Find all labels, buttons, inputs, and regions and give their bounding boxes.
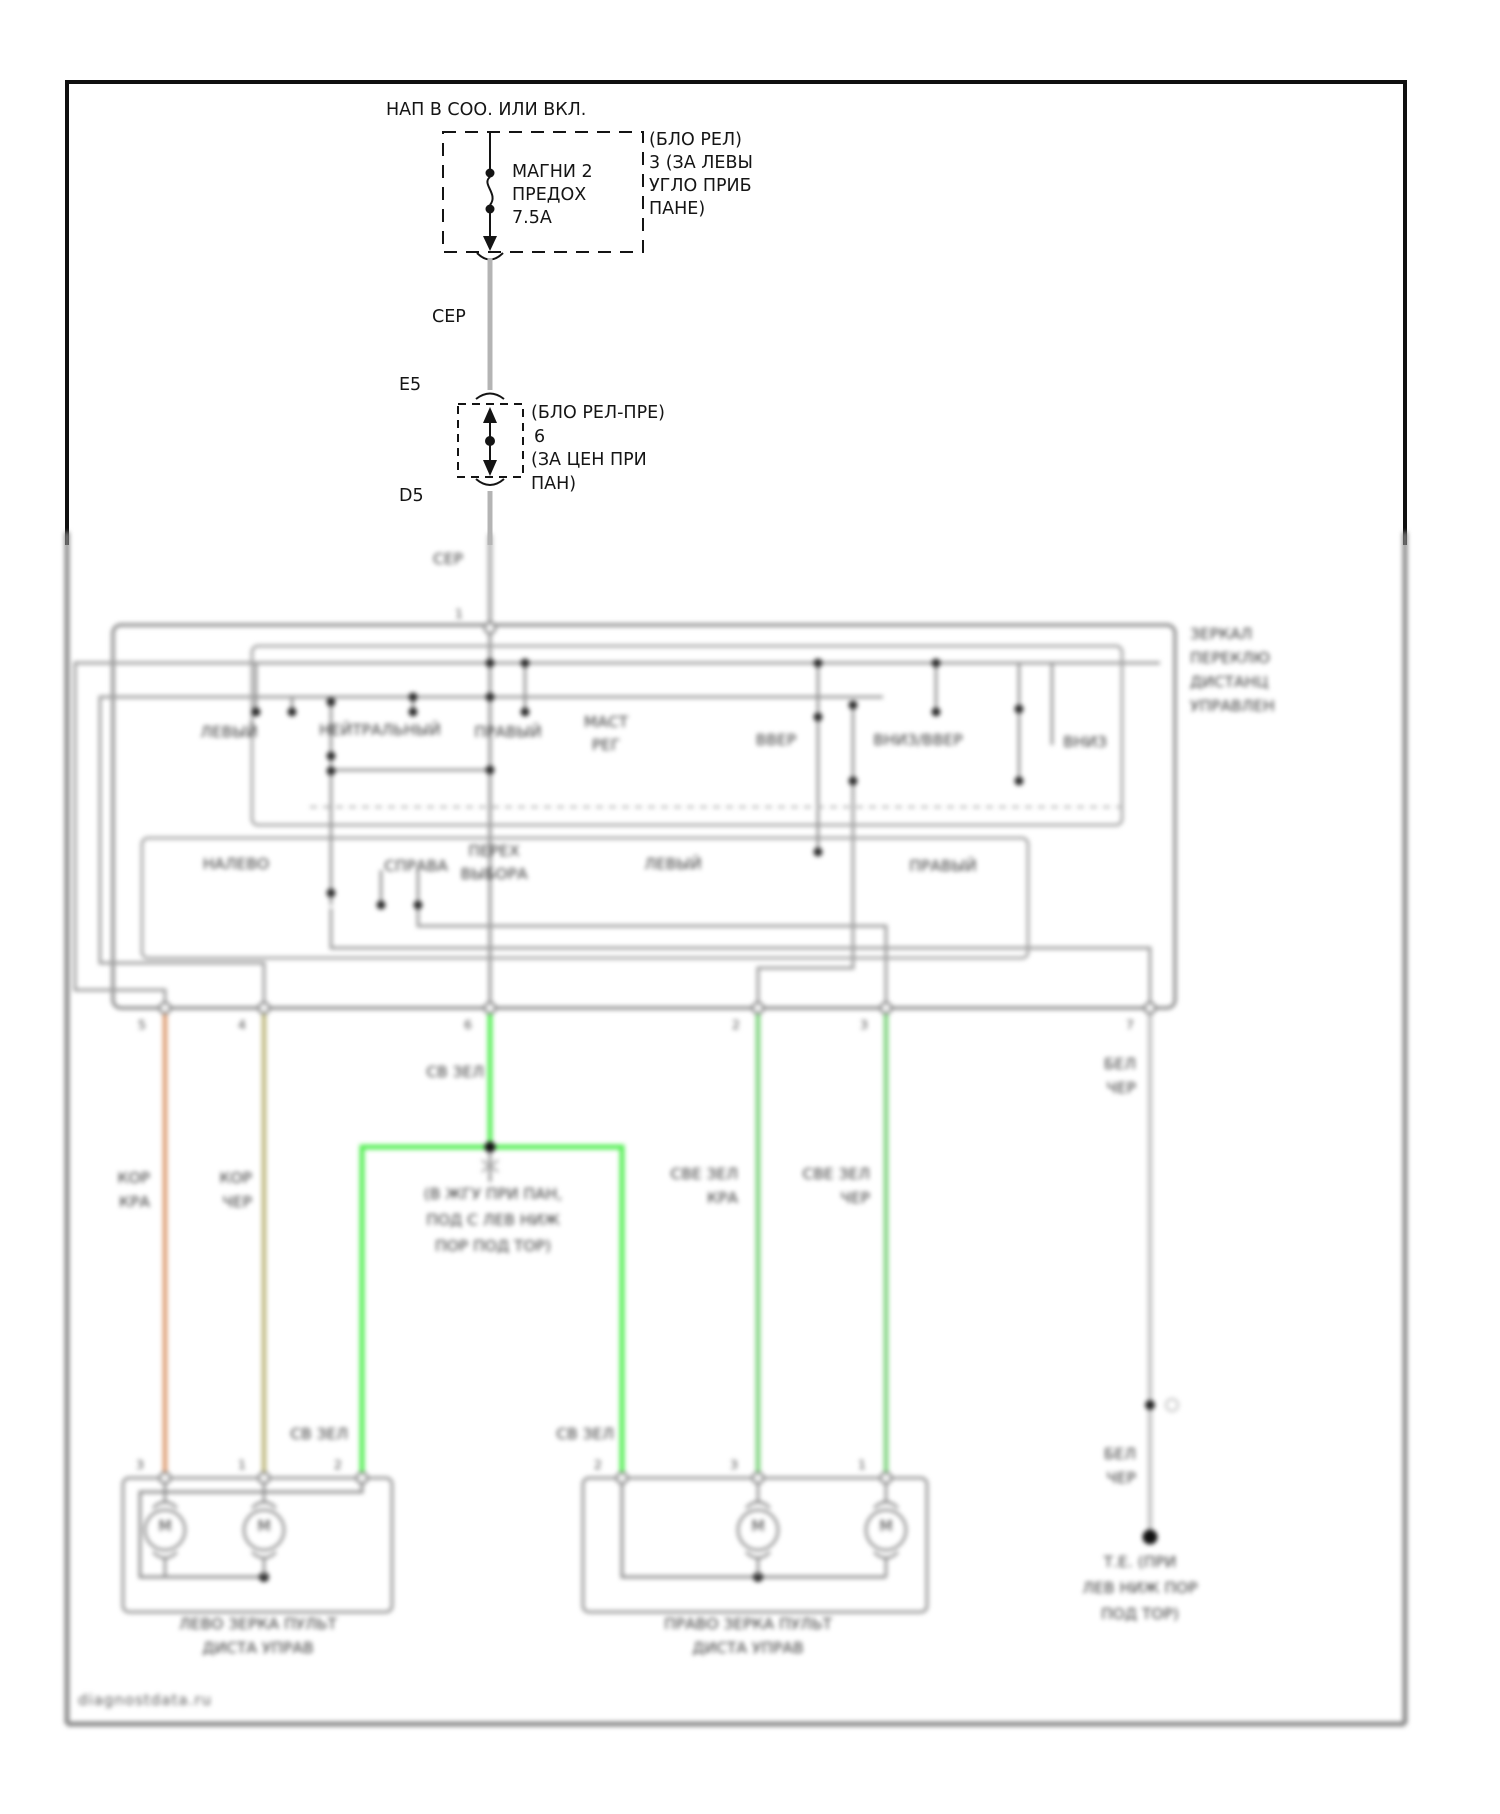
fuse-name-line: МАГНИ 2 bbox=[512, 162, 593, 182]
supply-label: НАП В СОО. ИЛИ ВКЛ. bbox=[386, 100, 587, 120]
switch-position-label: ПРАВЫЙ bbox=[474, 723, 542, 741]
pin-number: 6 bbox=[464, 1017, 472, 1032]
fuse-location-note: ПАНЕ) bbox=[649, 199, 706, 219]
switch-box-title: ПЕРЕКЛЮ bbox=[1190, 649, 1270, 667]
wire-color-label: ЧЕР bbox=[1106, 1079, 1136, 1097]
switch-position-label: ЛЕВЫЙ bbox=[200, 723, 258, 741]
pin-number: 3 bbox=[730, 1457, 738, 1472]
pin-number: 2 bbox=[732, 1017, 740, 1032]
motor-label: М bbox=[158, 1517, 172, 1535]
pin-number: 1 bbox=[858, 1457, 866, 1472]
pin-number: 7 bbox=[1126, 1017, 1134, 1032]
motor-label: М bbox=[257, 1517, 271, 1535]
ground-note: Т.Е. (ПРИ bbox=[1103, 1553, 1177, 1571]
fuse-rating-label: 7.5А bbox=[512, 208, 552, 228]
watermark: diagnostdata.ru bbox=[78, 1691, 213, 1709]
switch-box-title: УПРАВЛЕН bbox=[1190, 697, 1275, 715]
switch-position-label: МАСТ bbox=[583, 713, 629, 731]
wire-color-label: СВ ЗЕЛ bbox=[426, 1063, 484, 1081]
wire-color-label: БЕЛ bbox=[1103, 1445, 1136, 1463]
wire-color-label: СВЕ ЗЕЛ bbox=[670, 1165, 738, 1183]
pin-number: 5 bbox=[138, 1017, 146, 1032]
pin-number: 1 bbox=[238, 1457, 246, 1472]
wire-color-label: СВЕ ЗЕЛ bbox=[802, 1165, 870, 1183]
wire-color-label: БЕЛ bbox=[1103, 1055, 1136, 1073]
ground-note: ЛЕВ НИЖ ПОР bbox=[1082, 1579, 1198, 1597]
switch-position-label: ВВЕР bbox=[755, 731, 797, 749]
left-mirror-title: ЛЕВО ЗЕРКА ПУЛЬТ bbox=[179, 1615, 337, 1633]
pin-number: 1 bbox=[455, 606, 463, 621]
switch-position-label: СПРАВА bbox=[384, 857, 448, 875]
connector-ring-icon bbox=[1166, 1399, 1178, 1411]
fuse-name-line: ПРЕДОХ bbox=[512, 185, 587, 205]
left-mirror-title: ДИСТА УПРАВ bbox=[202, 1639, 314, 1657]
splice-note: ПОР ПОД ТОР) bbox=[434, 1237, 552, 1255]
wire-color-label: КОР bbox=[219, 1169, 252, 1187]
pin-number: 4 bbox=[238, 1017, 246, 1032]
pin-number: 2 bbox=[594, 1457, 602, 1472]
pin-number: 3 bbox=[136, 1457, 144, 1472]
wire-color-label: ЧЕР bbox=[222, 1193, 252, 1211]
wire-color-label: ЧЕР bbox=[1106, 1469, 1136, 1487]
motor-label: М bbox=[751, 1517, 765, 1535]
junction-note: (ЗА ЦЕН ПРИ bbox=[531, 450, 647, 470]
wire-color-label: ЧЕР bbox=[840, 1189, 870, 1207]
junction-note: ПАН) bbox=[531, 474, 577, 494]
switch-position-label: РЕГ bbox=[591, 736, 621, 754]
wire-color-label: КОР bbox=[117, 1169, 150, 1187]
junction-note: (БЛО РЕЛ-ПРЕ) bbox=[531, 403, 666, 423]
wire-color-label: СВ ЗЕЛ bbox=[290, 1425, 348, 1443]
right-mirror-title: ПРАВО ЗЕРКА ПУЛЬТ bbox=[664, 1615, 832, 1633]
wire-color-label: КРА bbox=[119, 1193, 150, 1211]
splice-note: (В ЖГУ ПРИ ПАН, bbox=[423, 1185, 563, 1203]
wire-color-label: СЕР bbox=[432, 307, 466, 327]
switch-position-label: НЕЙТРАЛЬНЫЙ bbox=[319, 721, 441, 739]
junction-dot bbox=[1145, 1400, 1155, 1410]
pin-number: 3 bbox=[860, 1017, 868, 1032]
fuse-location-note: УГЛО ПРИБ bbox=[649, 176, 752, 196]
switch-box-pins bbox=[160, 623, 1156, 1014]
motor-label: М bbox=[879, 1517, 893, 1535]
switch-box-title: ЗЕРКАЛ bbox=[1190, 625, 1253, 643]
switch-position-label: ВНИЗ/ВВЕР bbox=[873, 731, 963, 749]
wire-color-label: СВ ЗЕЛ bbox=[556, 1425, 614, 1443]
right-mirror-title: ДИСТА УПРАВ bbox=[692, 1639, 804, 1657]
wire-color-label: СЕР bbox=[433, 550, 463, 568]
connector-pin-label: D5 bbox=[399, 486, 424, 506]
fuse-location-note: (БЛО РЕЛ) bbox=[649, 130, 742, 150]
switch-position-label: НАЛЕВО bbox=[202, 855, 270, 873]
switch-position-label: ПРАВЫЙ bbox=[909, 857, 977, 875]
pin-number: 2 bbox=[334, 1457, 342, 1472]
switch-position-label: ВНИЗ bbox=[1063, 733, 1107, 751]
junction-note: 6 bbox=[534, 427, 546, 447]
fuse-location-note: 3 (ЗА ЛЕВЫ bbox=[649, 153, 753, 173]
mirror-switch-box bbox=[113, 625, 1175, 1008]
splice-dot bbox=[485, 1142, 496, 1153]
wire-color-label: КРА bbox=[707, 1189, 738, 1207]
ground-note: ПОД ТОР) bbox=[1101, 1605, 1179, 1623]
connector-pin-label: E5 bbox=[399, 375, 422, 395]
splice-note: ПОД С ЛЕВ НИЖ bbox=[426, 1211, 560, 1229]
switch-box-title: ДИСТАНЦ bbox=[1190, 673, 1269, 691]
ground-point-dot bbox=[1143, 1530, 1158, 1545]
switch-position-label: ЛЕВЫЙ bbox=[644, 855, 702, 873]
switch-position-label: ВЫБОРА bbox=[460, 865, 528, 883]
switch-position-label: ПЕРЕХ bbox=[468, 842, 520, 860]
